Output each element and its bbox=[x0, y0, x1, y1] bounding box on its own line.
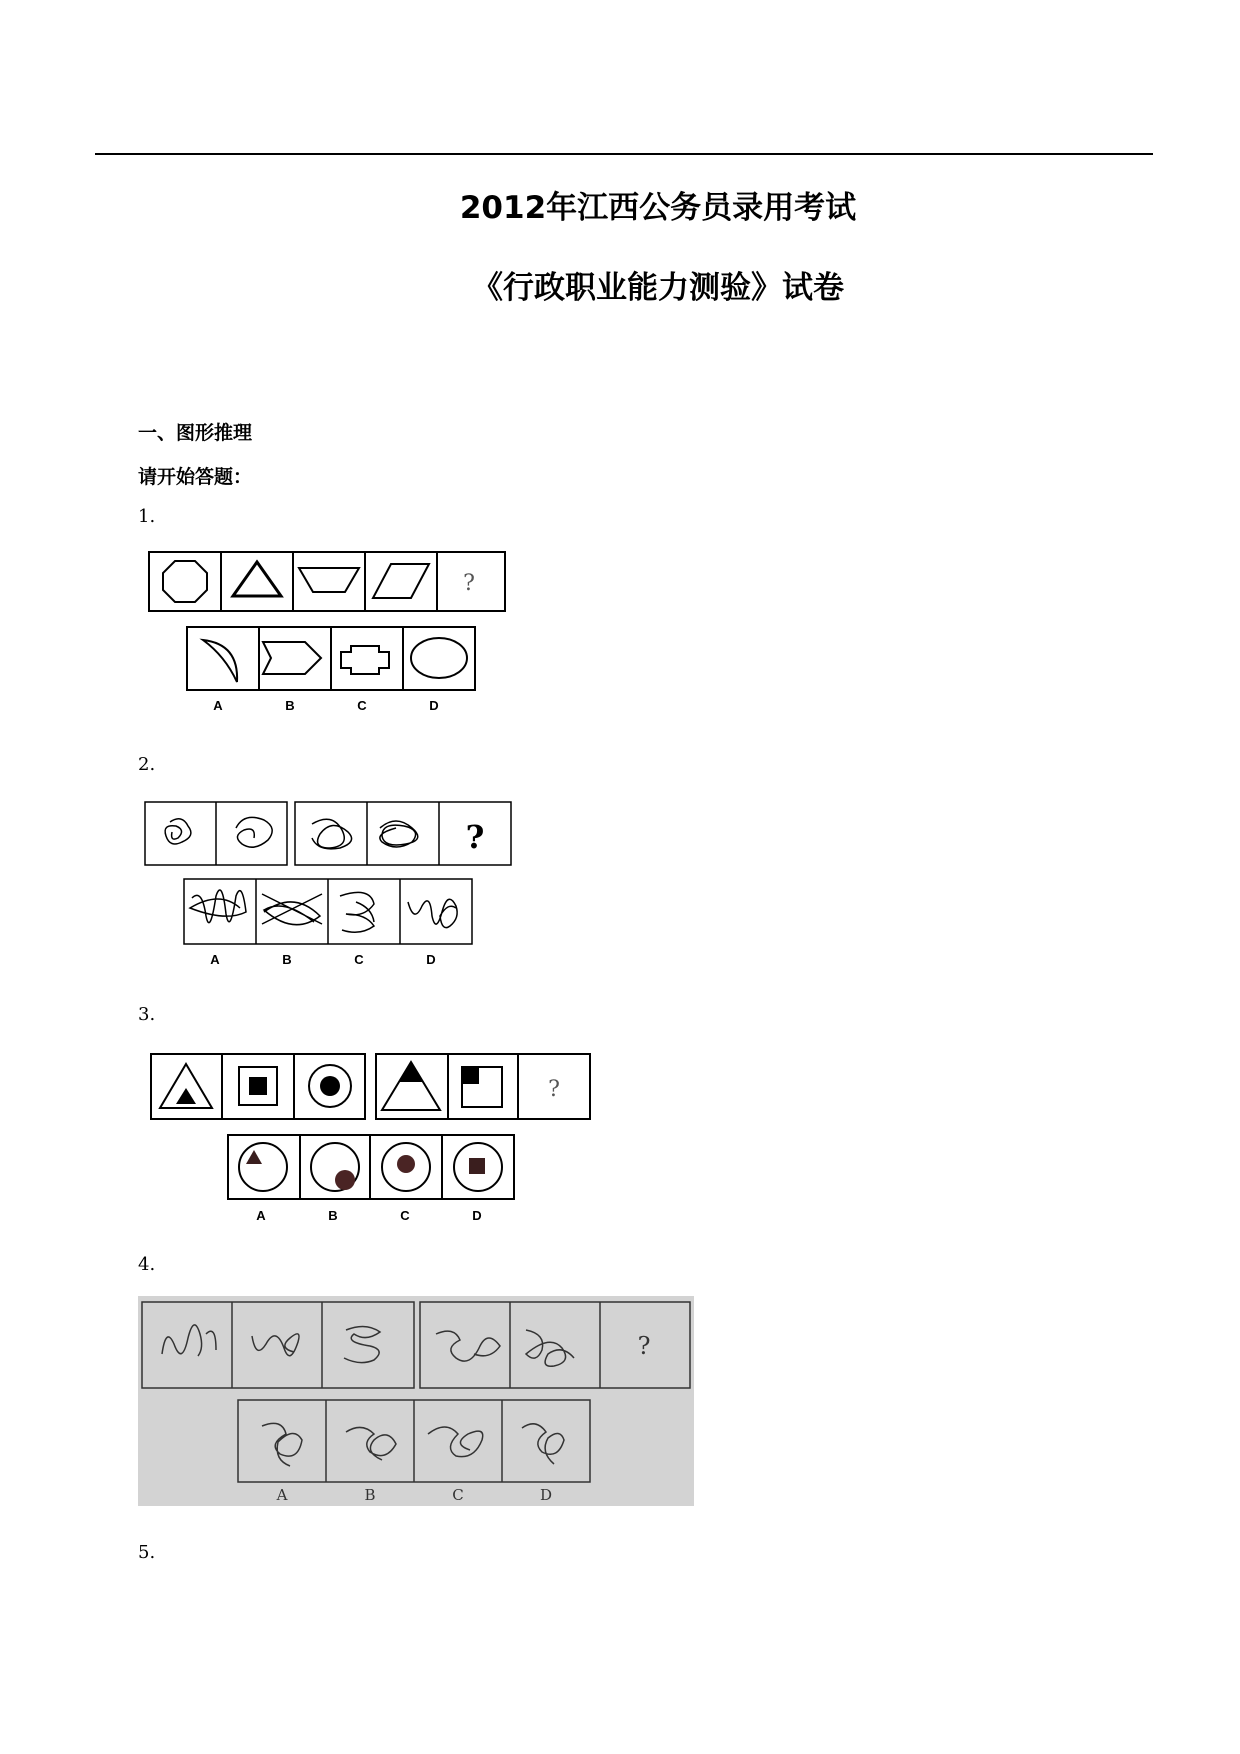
crescent-shape bbox=[203, 640, 237, 682]
scribble-shape bbox=[312, 819, 352, 849]
arrow-pentagon-shape bbox=[263, 642, 321, 674]
option-label: B bbox=[328, 1208, 338, 1223]
square-inner-shape bbox=[249, 1077, 267, 1095]
option-label: A bbox=[213, 698, 223, 713]
section-heading: 一、图形推理 bbox=[138, 422, 253, 444]
question-mark: ? bbox=[637, 1332, 651, 1360]
triangle-shape bbox=[233, 562, 281, 596]
trapezoid-shape bbox=[299, 568, 359, 592]
circle-inner-shape bbox=[397, 1155, 415, 1173]
question-1-figure bbox=[145, 548, 515, 718]
option-label: C bbox=[400, 1208, 410, 1223]
option-label: C bbox=[357, 698, 367, 713]
circle-outer-shape bbox=[239, 1143, 287, 1191]
circle-inner-shape bbox=[320, 1076, 340, 1096]
question-1-number: 1. bbox=[138, 506, 156, 527]
square-inner-shape bbox=[462, 1067, 479, 1084]
question-2-number: 2. bbox=[138, 754, 156, 775]
scribble-shape bbox=[380, 821, 418, 847]
question-3-number: 3. bbox=[138, 1004, 156, 1025]
question-mark: ? bbox=[465, 818, 485, 856]
paper-title: 2012年江西公务员录用考试 bbox=[459, 190, 857, 226]
header-rule bbox=[95, 153, 1153, 155]
option-label: D bbox=[426, 952, 436, 967]
option-label: B bbox=[364, 1486, 376, 1504]
scribble-shape bbox=[165, 819, 191, 844]
triangle-inner-shape bbox=[399, 1062, 423, 1082]
question-mark: ? bbox=[548, 1077, 560, 1102]
question-2-figure bbox=[144, 798, 514, 973]
octagon-shape bbox=[163, 561, 207, 602]
option-label: A bbox=[256, 1208, 266, 1223]
scribble-shape bbox=[408, 899, 457, 927]
question-5-number: 5. bbox=[138, 1542, 156, 1563]
option-label: B bbox=[282, 952, 292, 967]
option-label: D bbox=[429, 698, 439, 713]
scribble-shape bbox=[190, 890, 246, 923]
question-3-figure bbox=[148, 1046, 598, 1226]
scribble-shape bbox=[236, 817, 272, 847]
option-label: B bbox=[285, 698, 295, 713]
option-label: C bbox=[452, 1486, 464, 1504]
question-4-figure bbox=[138, 1296, 694, 1506]
scribble-shape bbox=[262, 894, 322, 925]
square-inner-shape bbox=[469, 1158, 485, 1174]
triangle-inner-shape bbox=[246, 1150, 262, 1164]
section-instruction: 请开始答题： bbox=[138, 466, 253, 488]
option-label: D bbox=[539, 1486, 553, 1504]
question-mark: ? bbox=[463, 571, 475, 596]
paper-subtitle: 《行政职业能力测验》试卷 bbox=[472, 270, 844, 306]
circle-inner-shape bbox=[335, 1170, 355, 1190]
triangle-inner-shape bbox=[176, 1088, 196, 1104]
option-label: D bbox=[472, 1208, 482, 1223]
question-4-number: 4. bbox=[138, 1254, 156, 1275]
ellipse-shape bbox=[411, 638, 467, 678]
option-label: A bbox=[276, 1486, 288, 1504]
option-label: A bbox=[210, 952, 220, 967]
cross-shape bbox=[341, 646, 389, 674]
scribble-shape bbox=[340, 892, 374, 932]
parallelogram-shape bbox=[373, 564, 429, 598]
option-label: C bbox=[354, 952, 364, 967]
